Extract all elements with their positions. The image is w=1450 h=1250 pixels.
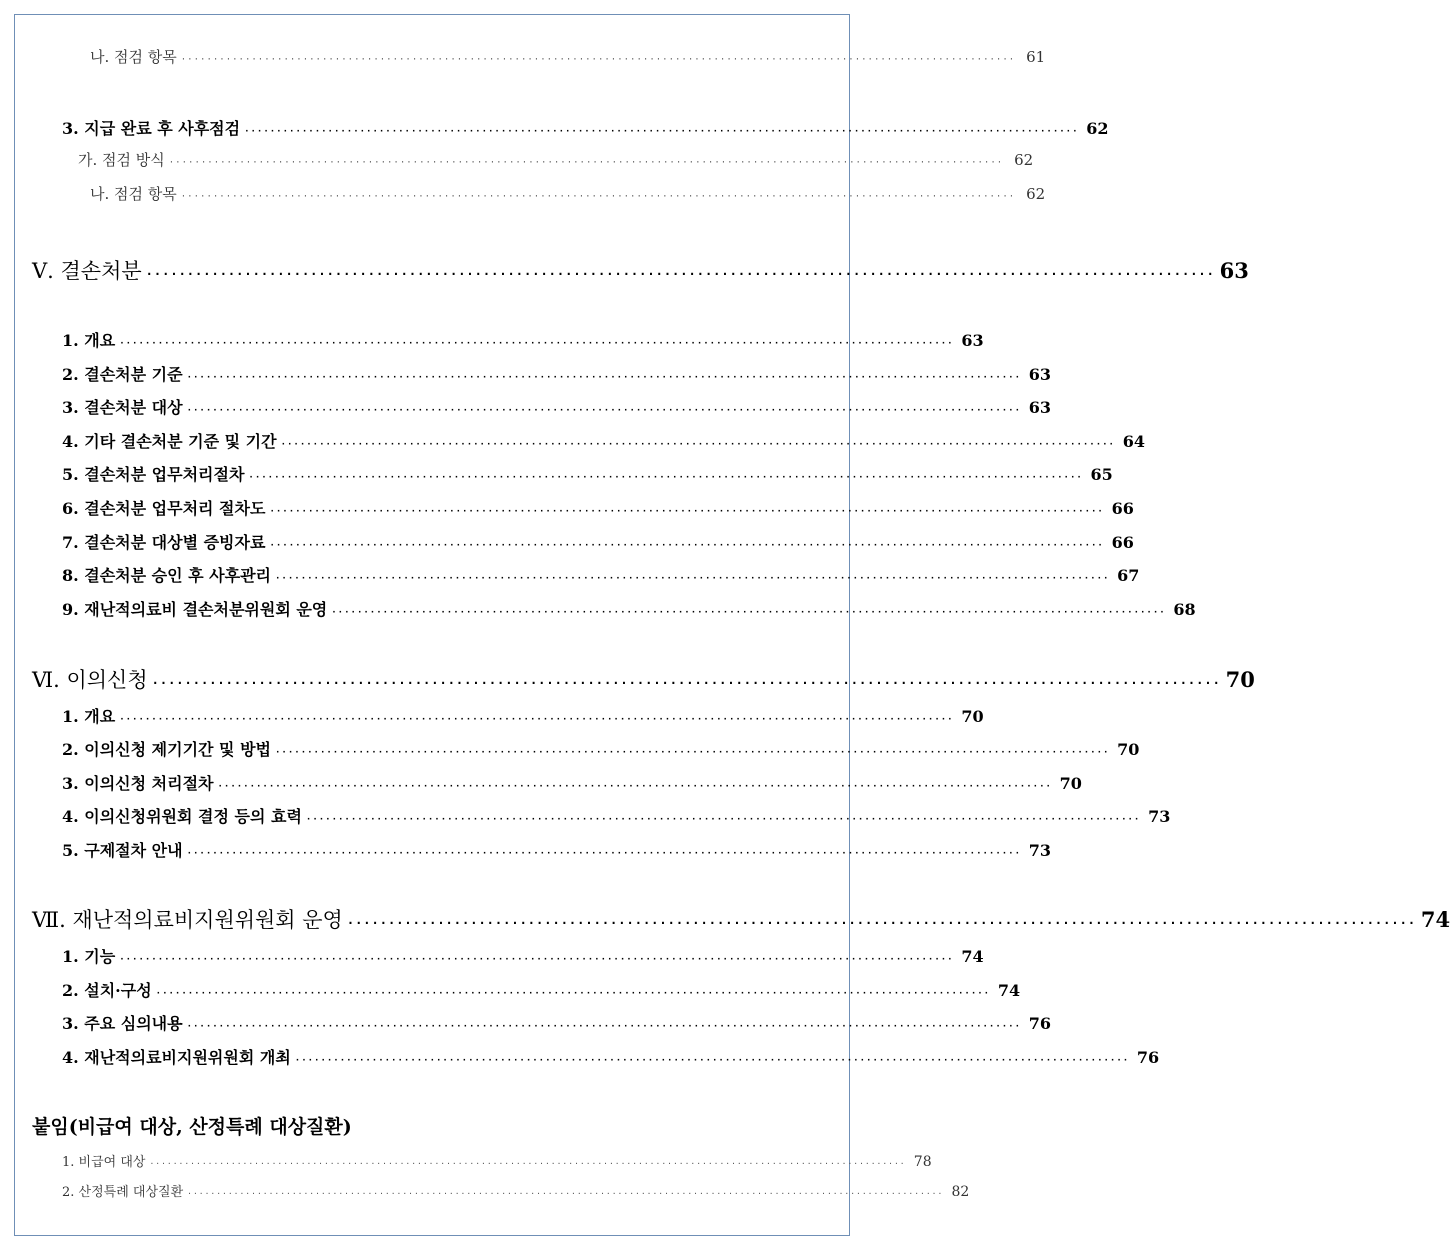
toc-section[interactable] [62,838,1051,861]
toc-section[interactable] [62,804,1171,827]
toc-section[interactable] [62,328,984,351]
toc-section-label: 3. 주요 심의내용 [62,1014,183,1033]
toc-section-label: 3. 결손처분 대상 [62,398,183,417]
dot-leader: ·································································································································· [186,849,1021,859]
toc-section-label: 2. 결손처분 기준 [62,365,183,384]
dot-leader: ·································································································································· [346,916,1417,930]
toc-section[interactable] [62,563,1140,586]
toc-section-label: 5. 구제절차 안내 [62,841,183,860]
toc-chapter[interactable] [32,904,1450,934]
toc-entry[interactable] [62,1181,970,1200]
dot-leader: ·································································································································· [186,1022,1021,1032]
toc-section[interactable] [62,462,1113,485]
toc-section[interactable] [62,1011,1051,1034]
toc-entry-page: 62 [1026,185,1046,203]
dot-leader: ·································································································································· [217,782,1052,792]
dot-leader: ·································································································································· [269,541,1104,551]
dot-leader: ·································································································································· [280,440,1115,450]
toc-section-page: 67 [1117,566,1140,585]
toc-section-page: 70 [1059,774,1082,793]
toc-entry[interactable] [62,1151,932,1170]
toc-section[interactable] [62,496,1134,519]
toc-section-page: 66 [1111,533,1134,552]
dot-leader: ·································································································································· [186,406,1021,416]
toc-section-page: 70 [1117,740,1140,759]
toc-entry-page: 61 [1026,48,1046,66]
dot-leader: ·································································································································· [180,55,1016,65]
toc-section[interactable] [62,1045,1160,1068]
toc-chapter-page: 70 [1225,667,1255,692]
toc-section-page: 65 [1090,465,1113,484]
dot-leader: ·································································································································· [119,339,954,349]
dot-leader: ·································································································································· [275,748,1110,758]
dot-leader: ·································································································································· [151,676,1221,690]
toc-section[interactable] [62,704,984,727]
toc-entry[interactable] [90,46,1046,67]
dot-leader: ·································································································································· [119,715,954,725]
dot-leader: ·································································································································· [248,473,1083,483]
toc-section-label: 1. 개요 [62,707,116,726]
dot-leader: ·································································································································· [119,955,954,965]
toc-section-page: 68 [1173,600,1196,619]
toc-entry-label: 가. 점검 방식 [78,151,165,169]
toc-entry-page: 82 [951,1184,970,1200]
toc-section[interactable] [62,116,1109,139]
toc-section-label: 8. 결손처분 승인 후 사후관리 [62,566,272,585]
toc-entry[interactable] [90,183,1046,204]
toc-section[interactable] [62,597,1196,620]
toc-section-page: 73 [1028,841,1051,860]
dot-leader: ·································································································································· [145,267,1215,281]
toc-section-page: 70 [961,707,984,726]
toc-chapter-label: Ⅵ. 이의신청 [32,668,148,692]
dot-leader: ·································································································································· [186,373,1021,383]
toc-section-page: 64 [1122,432,1145,451]
toc-section-label: 4. 기타 결손처분 기준 및 기간 [62,432,277,451]
toc-section-page: 74 [961,947,984,966]
toc-section[interactable] [62,395,1051,418]
toc-appendix-heading[interactable] [32,1112,834,1139]
toc-entry-page: 62 [1014,151,1034,169]
toc-chapter[interactable] [32,664,1255,694]
dot-leader: ·································································································································· [331,608,1166,618]
toc-appendix-label: 붙임(비급여 대상, 산정특례 대상질환) [32,1116,352,1138]
toc-section-page: 76 [1136,1048,1160,1067]
toc-section-label: 9. 재난적의료비 결손처분위원회 운영 [62,600,328,619]
toc-section-label: 3. 지급 완료 후 사후점검 [62,119,241,138]
toc-chapter-page: 74 [1420,907,1450,932]
toc-entry-label: 나. 점검 항목 [90,48,177,66]
dot-leader: ·································································································································· [187,1189,944,1198]
toc-section-label: 1. 개요 [62,331,116,350]
dot-leader: ·································································································································· [305,815,1141,825]
toc-section-page: 62 [1086,119,1109,138]
toc-section[interactable] [62,737,1140,760]
toc-entry-label: 2. 산정특례 대상질환 [62,1185,184,1200]
toc-section-label: 4. 이의신청위원회 결정 등의 효력 [62,807,302,826]
toc-section-label: 6. 결손처분 업무처리 절차도 [62,499,266,518]
toc-section[interactable] [62,530,1134,553]
toc-entry-label: 1. 비급여 대상 [62,1155,146,1170]
dot-leader: ·································································································································· [275,574,1110,584]
toc-section-label: 4. 재난적의료비지원위원회 개최 [62,1048,291,1067]
toc-chapter-label: Ⅶ. 재난적의료비지원위원회 운영 [32,908,343,932]
toc-section[interactable] [62,429,1145,452]
dot-leader: ·································································································································· [180,192,1016,202]
toc-entry-label: 나. 점검 항목 [90,185,177,203]
dot-leader: ·································································································································· [168,158,1004,168]
toc-section-label: 1. 기능 [62,947,116,966]
toc-section-page: 63 [961,331,984,350]
toc-section-page: 76 [1028,1014,1051,1033]
toc-section[interactable] [62,944,984,967]
toc-section-label: 7. 결손처분 대상별 증빙자료 [62,533,266,552]
toc-section-page: 73 [1148,807,1171,826]
toc-section[interactable] [62,771,1082,794]
toc-entry[interactable] [78,149,1034,170]
dot-leader: ·································································································································· [269,507,1104,517]
toc-section[interactable] [62,362,1051,385]
toc-section-page: 66 [1111,499,1134,518]
dot-leader: ·································································································································· [149,1159,906,1168]
toc-section-page: 63 [1028,365,1051,384]
toc-section-page: 63 [1028,398,1051,417]
toc-section-page: 74 [997,981,1021,1000]
dot-leader: ·································································································································· [294,1056,1130,1066]
toc-section-label: 2. 설치·구성 [62,981,152,1000]
dot-leader: ·································································································································· [244,127,1079,137]
toc-section-label: 2. 이의신청 제기기간 및 방법 [62,740,272,759]
toc-chapter-page: 63 [1219,258,1249,283]
toc-entry-page: 78 [913,1154,932,1170]
toc-chapter-label: Ⅴ. 결손처분 [32,259,142,283]
toc-chapter[interactable] [32,255,1249,285]
toc-section-label: 5. 결손처분 업무처리절차 [62,465,245,484]
toc-section[interactable] [62,978,1021,1001]
toc-section-label: 3. 이의신청 처리절차 [62,774,214,793]
dot-leader: ·································································································································· [155,989,991,999]
